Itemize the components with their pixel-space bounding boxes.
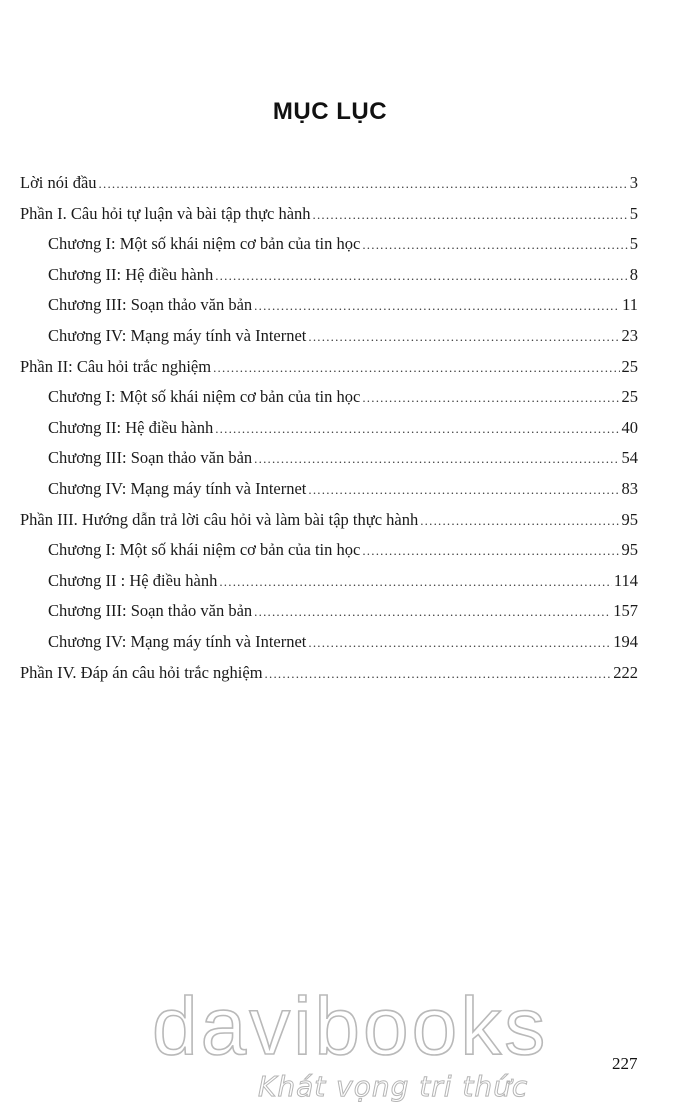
watermark-tagline: Khát vọng tri thức [258,1070,529,1103]
table-of-contents [20,168,638,688]
dot-leader [219,567,612,598]
dot-leader [313,200,628,231]
toc-entry-page: 23 [621,325,638,345]
toc-entry-label: Chương I: Một số khái niệm cơ bản của tin học [48,387,361,407]
toc-entry-page: 3 [629,173,638,192]
dot-leader [362,230,627,261]
toc-entry [20,168,638,199]
dot-leader [254,444,619,475]
toc-entry [20,596,638,627]
toc-entry [20,199,638,230]
dot-leader [254,291,620,322]
toc-entry-label: Chương IV: Mạng máy tính và Internet [48,478,307,498]
toc-entry [20,382,638,413]
toc-entry [20,535,638,566]
dot-leader [362,383,619,414]
toc-entry-label: Chương IV: Mạng máy tính và Internet [48,631,307,651]
toc-entry-page: 11 [622,295,638,315]
dot-leader [213,353,619,384]
toc-entry-page: 83 [621,478,638,498]
toc-entry-page: 95 [621,540,638,560]
page-number: 227 [612,1054,638,1073]
toc-entry [20,321,638,352]
toc-entry-label: Phần III. Hướng dẫn trả lời câu hỏi và làm bài tập thực hành [20,509,419,529]
dot-leader [308,628,611,659]
toc-entry [20,229,638,260]
toc-entry-page: 5 [629,203,638,223]
toc-entry-label: Chương III: Soạn thảo văn bản [48,295,253,315]
toc-entry [20,352,638,383]
toc-entry-page: 95 [621,509,638,529]
toc-entry-label: Chương IV: Mạng máy tính và Internet [48,325,307,345]
page-title: MỤC LỤC [272,98,388,125]
toc-entry-page: 5 [629,234,638,254]
toc-entry [20,658,638,689]
toc-entry-label: Chương I: Một số khái niệm cơ bản của tin học [48,234,361,254]
dot-leader [215,261,628,292]
dot-leader [99,169,628,200]
toc-entry [20,474,638,505]
toc-entry [20,566,638,597]
toc-entry-label: Phần II: Câu hỏi trắc nghiệm [20,356,212,376]
davibooks-watermark [152,982,572,1112]
toc-entry-label: Chương III: Soạn thảo văn bản [48,448,253,468]
dot-leader [308,475,619,506]
toc-entry [20,413,638,444]
toc-entry [20,505,638,536]
toc-entry-page: 40 [621,417,638,437]
dot-leader [362,536,619,567]
toc-entry-page: 25 [621,356,638,376]
toc-entry-label: Chương II : Hệ điều hành [48,570,218,590]
toc-entry [20,443,638,474]
toc-entry-page: 54 [621,448,638,468]
toc-entry-label: Lời nói đầu [20,173,97,192]
dot-leader [420,506,619,537]
dot-leader [254,597,611,628]
toc-entry-label: Chương II: Hệ điều hành [48,264,214,284]
toc-entry-page: 222 [613,662,638,682]
toc-entry-page: 114 [613,570,638,590]
toc-entry-label: Phần IV. Đáp án câu hỏi trắc nghiệm [20,662,263,682]
toc-entry-page: 8 [629,264,638,284]
dot-leader [215,414,619,445]
toc-entry-page: 25 [621,387,638,407]
toc-entry-page: 157 [613,601,638,621]
watermark-logo: davibooks [152,981,549,1072]
dot-leader [265,659,612,690]
toc-entry [20,260,638,291]
toc-entry-page: 194 [613,631,638,651]
toc-entry-label: Chương I: Một số khái niệm cơ bản của tin học [48,540,361,560]
toc-entry [20,627,638,658]
toc-entry-label: Chương II: Hệ điều hành [48,417,214,437]
dot-leader [308,322,619,353]
toc-entry [20,290,638,321]
toc-entry-label: Chương III: Soạn thảo văn bản [48,601,253,621]
toc-entry-label: Phần I. Câu hỏi tự luận và bài tập thực hành [20,203,311,223]
